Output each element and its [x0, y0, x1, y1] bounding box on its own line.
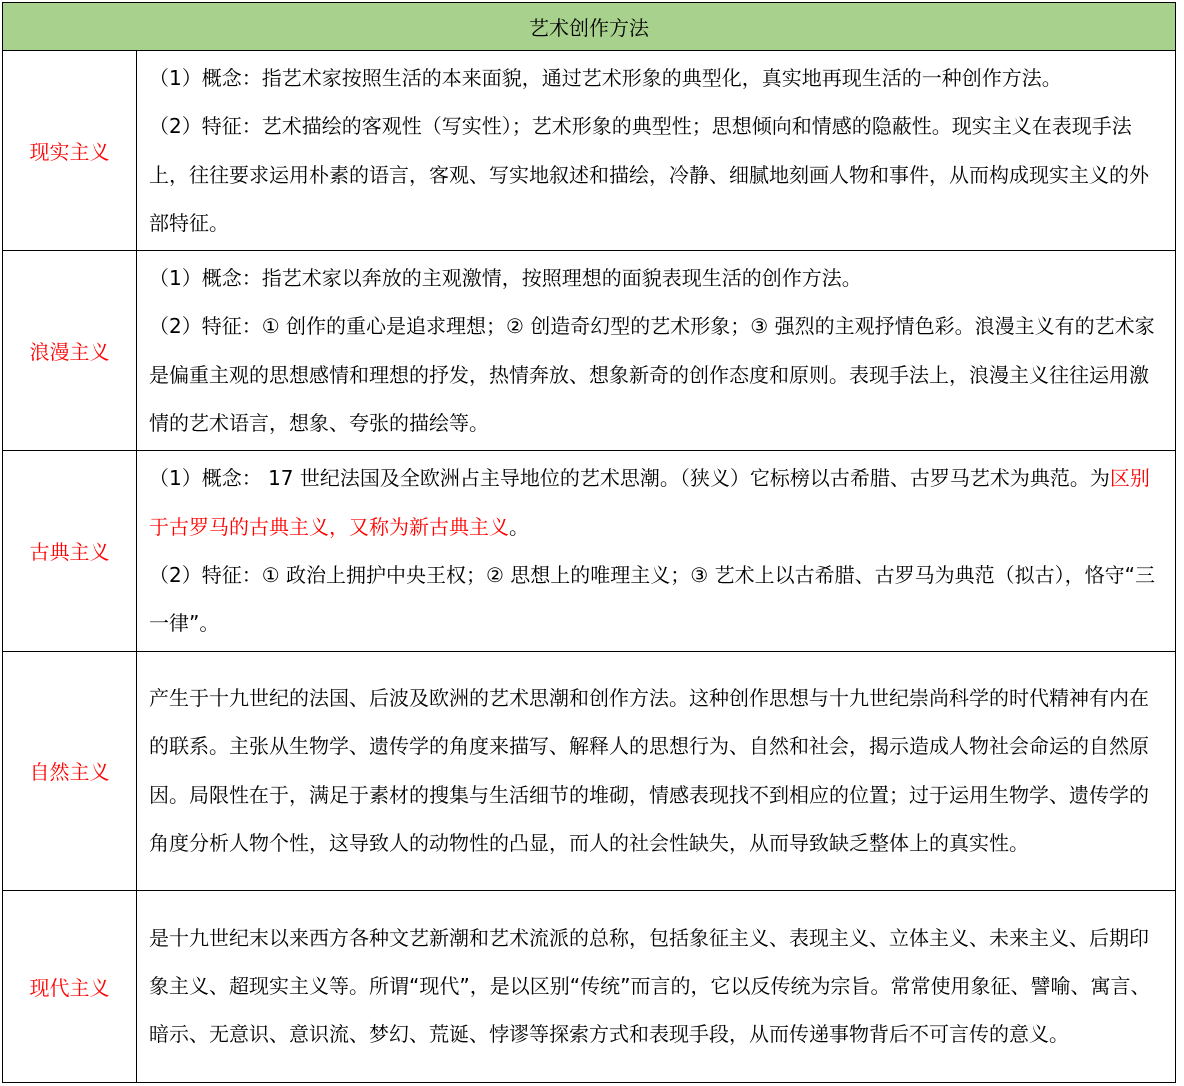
row-label-realism: 现实主义	[3, 51, 137, 251]
table-row	[3, 251, 1176, 451]
row-label-naturalism: 自然主义	[3, 651, 137, 890]
description-text: 是十九世纪末以来西方各种文艺新潮和艺术流派的总称，包括象征主义、表现主义、立体主义、未来主义、后期印象主义、超现实主义等。所谓“现代”，是以区别“传统”而言的，它以反传统为宗旨。常常使用象征、譬喻、寓言、暗示、无意识、意识流、梦幻、荒诞、悖谬等探索方式和表现手段，从而传递事物背后不可言传的意义。	[149, 925, 1151, 1047]
row-label-modernism: 现代主义	[3, 890, 137, 1082]
highlighted-text: 区别于古罗马的古典主义，又称为新古典主义	[149, 466, 1150, 539]
row-label-classicism: 古典主义	[3, 451, 137, 651]
feature-text: （2）特征：艺术描绘的客观性（写实性）；艺术形象的典型性；思想倾向和情感的隐蔽性。现实主义在表现手法上，往往要求运用朴素的语言，客观、写实地叙述和描绘，冷静、细腻地刻画人物和事件，从而构成现实主义的外部特征。	[149, 114, 1149, 235]
concept-text-start: （1）概念： 17 世纪法国及全欧洲占主导地位的艺术思潮。（狭义）它标榜以古希腊、古罗马艺术为典范。为	[149, 466, 1110, 491]
feature-text: （2）特征：① 创作的重心是追求理想；② 创造奇幻型的艺术形象；③ 强烈的主观抒情色彩。浪漫主义有的艺术家是偏重主观的思想感情和理想的抒发，热情奔放、想象新奇的创作态度和原则。表现手法上，浪漫主义往往运用激情的艺术语言，想象、夸张的描绘等。	[149, 314, 1155, 436]
art-methods-table	[2, 2, 1176, 1083]
row-content-modernism	[137, 890, 1176, 1082]
row-content-naturalism	[137, 651, 1176, 890]
row-label-romanticism: 浪漫主义	[3, 251, 137, 451]
row-content-romanticism	[137, 251, 1176, 451]
concept-text-end: 。	[509, 514, 529, 539]
table-row	[3, 890, 1176, 1082]
row-content-realism	[137, 51, 1176, 251]
feature-text: （2）特征：① 政治上拥护中央王权；② 思想上的唯理主义；③ 艺术上以古希腊、古罗马为典范（拟古），恪守“三一律”。	[149, 562, 1155, 636]
table-title: 艺术创作方法	[3, 3, 1176, 51]
concept-text: （1）概念：指艺术家以奔放的主观激情，按照理想的面貌表现生活的创作方法。	[149, 266, 862, 291]
description-text: 产生于十九世纪的法国、后波及欧洲的艺术思潮和创作方法。这种创作思想与十九世纪崇尚科学的时代精神有内在的联系。主张从生物学、遗传学的角度来描写、解释人的思想行为、自然和社会，揭示造成人物社会命运的自然原因。局限性在于，满足于素材的搜集与生活细节的堆砌，情感表现找不到相应的位置；过于运用生物学、遗传学的角度分析人物个性，这导致人的动物性的凸显，而人的社会性缺失，从而导致缺乏整体上的真实性。	[149, 685, 1149, 855]
table-row	[3, 51, 1176, 251]
table-row	[3, 651, 1176, 890]
concept-text: （1）概念：指艺术家按照生活的本来面貌，通过艺术形象的典型化，真实地再现生活的一种创作方法。	[149, 66, 1062, 90]
table-row	[3, 451, 1176, 651]
concept-text	[149, 454, 1167, 551]
row-content-classicism	[137, 451, 1176, 651]
